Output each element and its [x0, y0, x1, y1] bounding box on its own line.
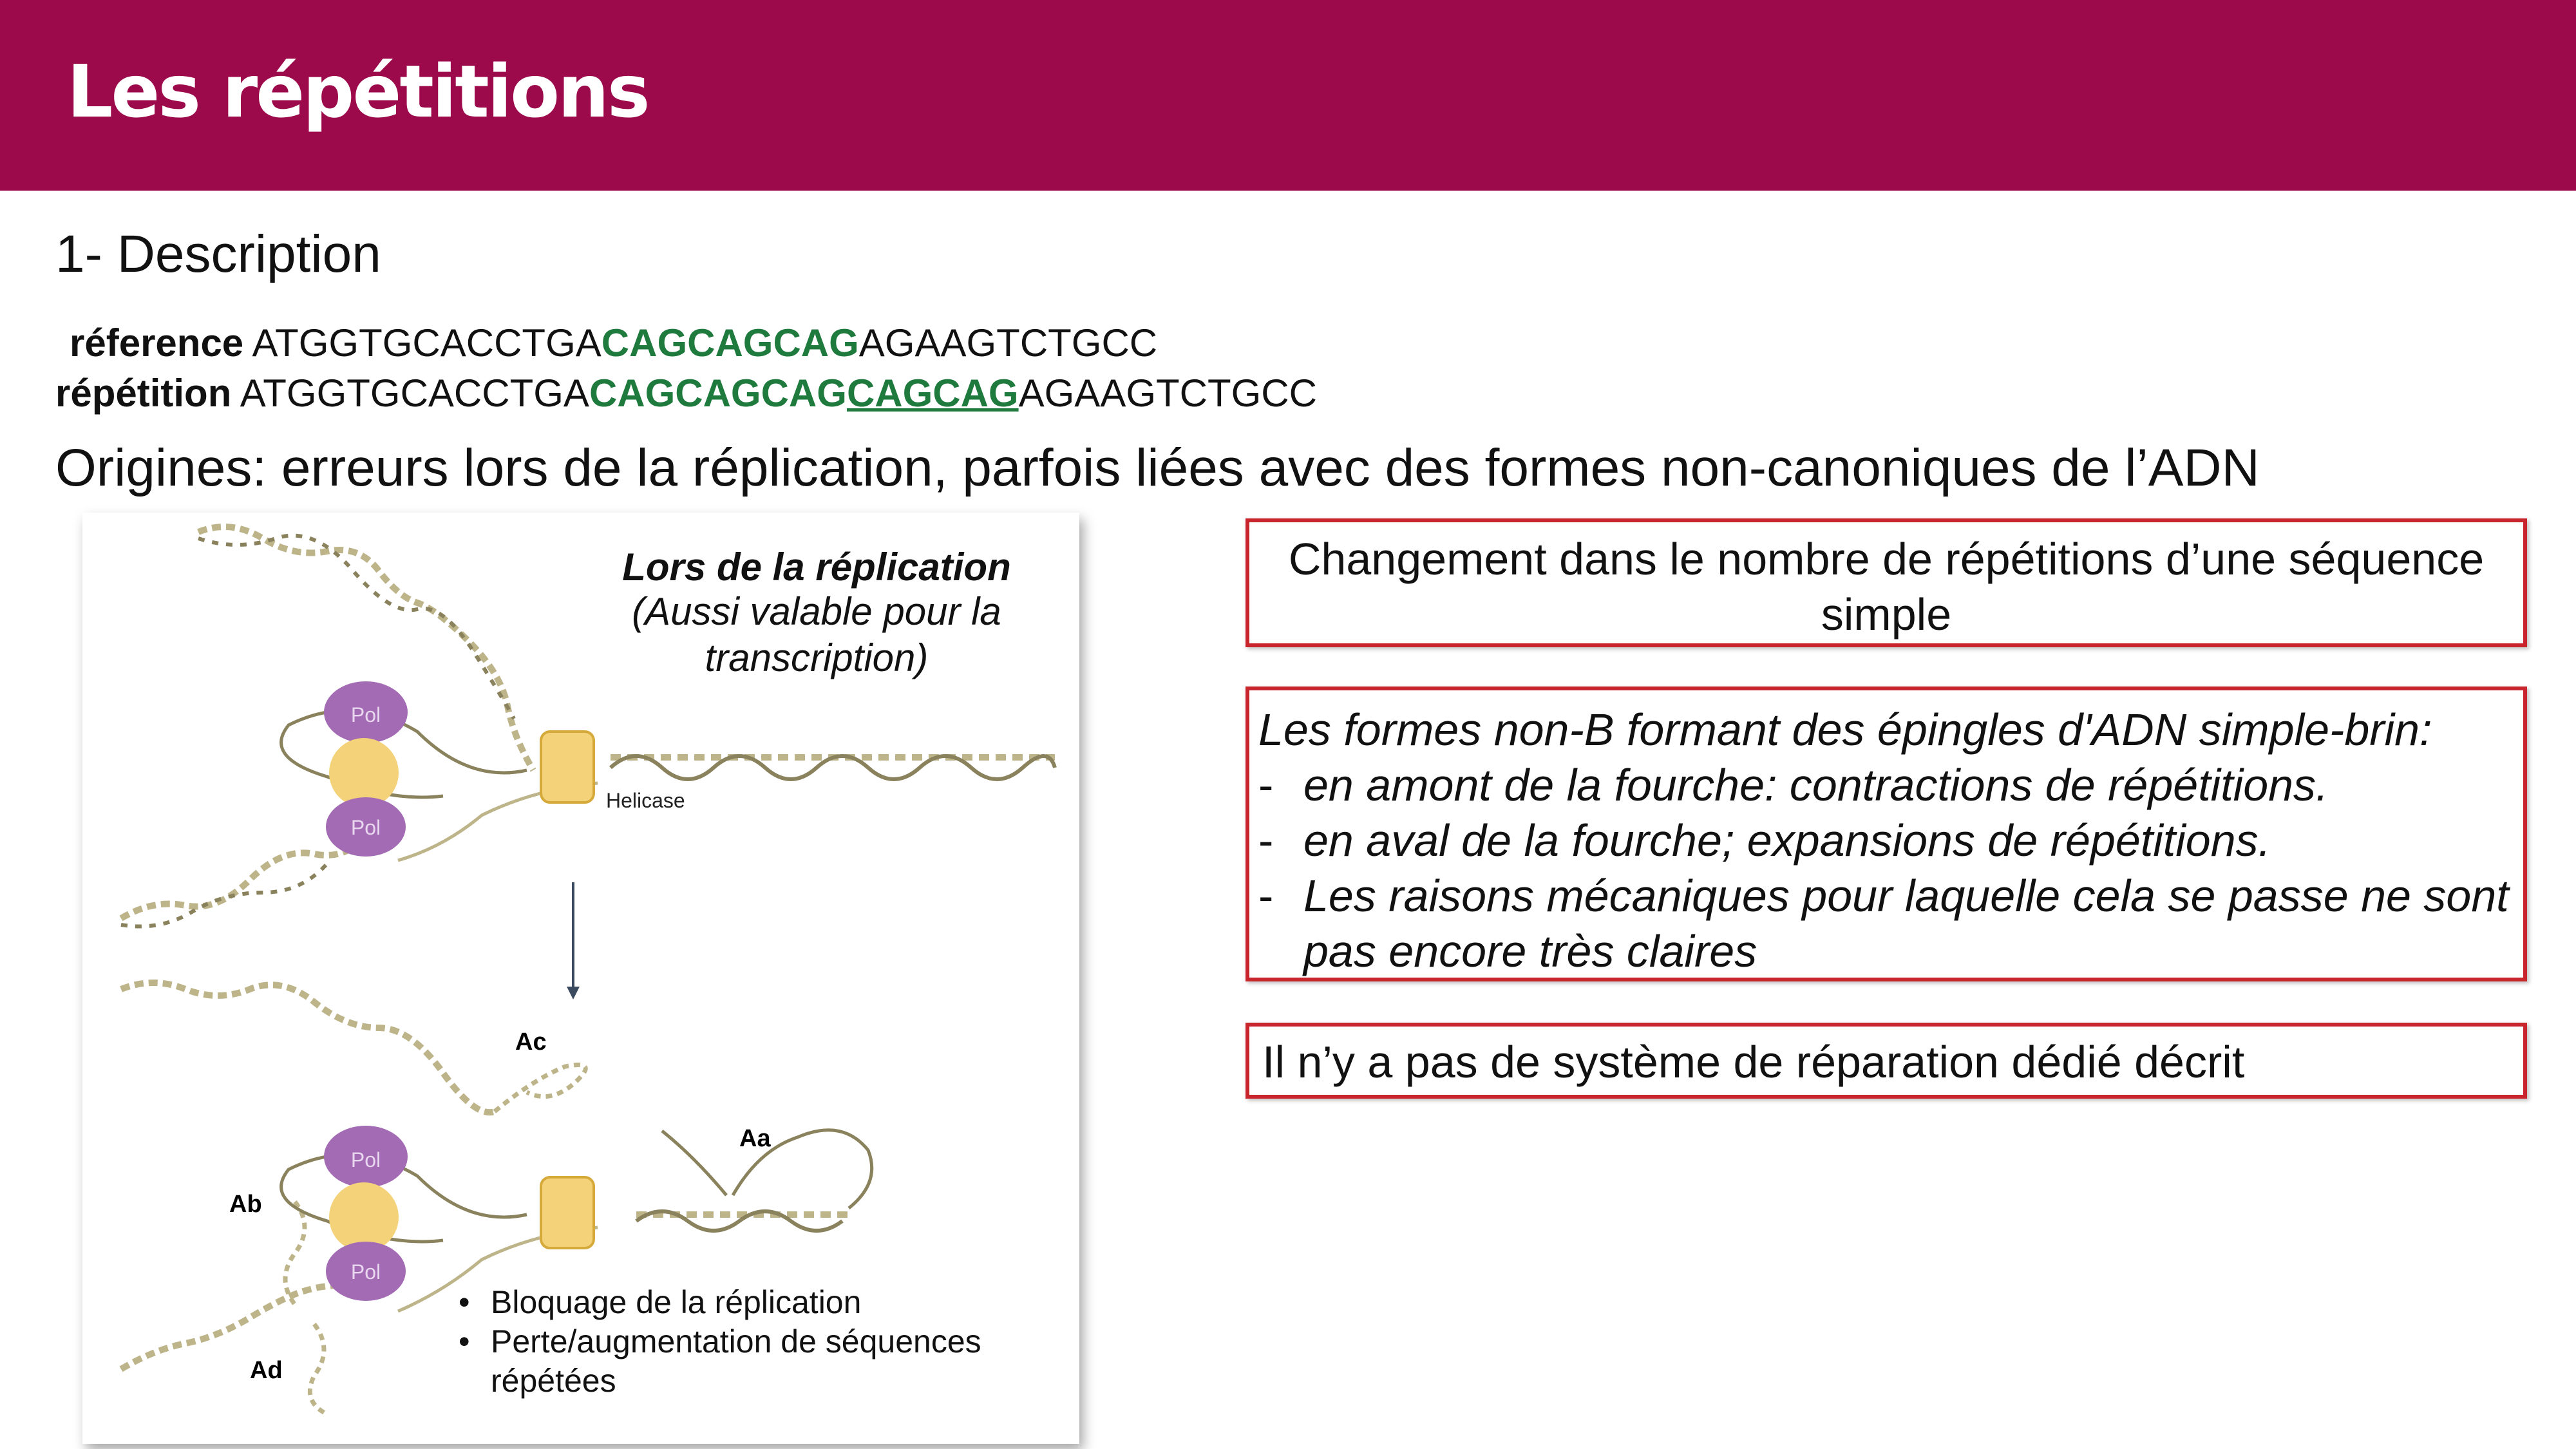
label-ac: Ac: [515, 1028, 547, 1056]
figure-subtitle-line1: (Aussi valable pour la: [632, 590, 1001, 633]
dna-strand-bottom-left: [121, 835, 366, 918]
figure-title: Lors de la réplication: [622, 545, 1011, 589]
helicase-top: [541, 732, 594, 802]
non-b-forms-box: [1245, 687, 2527, 981]
non-b-forms-list: [1258, 757, 2523, 979]
repeat-change-box: [1245, 518, 2527, 647]
figure-bullets: [457, 1283, 981, 1401]
helicase-label: Helicase: [606, 789, 685, 812]
figure-bullet: [457, 1322, 981, 1401]
reference-label: réference: [70, 321, 244, 365]
label-ab: Ab: [229, 1191, 262, 1218]
figure-bullet: • Bloquage de la réplication: [457, 1283, 981, 1322]
header-bar: [0, 0, 2576, 191]
repetition-sequence: [55, 371, 1317, 415]
repetition-prefix: ATGGTGCACCTGA: [240, 372, 589, 415]
section-heading: 1- Description: [55, 225, 381, 283]
helicase-bottom: [541, 1177, 594, 1248]
repetition-suffix: AGAAGTCTGCC: [1018, 372, 1317, 415]
label-aa: Aa: [739, 1125, 771, 1152]
reference-suffix: AGAAGTCTGCC: [858, 321, 1158, 365]
label-ad: Ad: [250, 1357, 283, 1384]
clamp-top: [329, 738, 399, 808]
figure-bullet-line1: Perte/augmentation de séquences: [491, 1323, 981, 1359]
figure-subtitle-line2: transcription): [705, 636, 929, 679]
list-item: - en amont de la fourche: contractions de répétitions.: [1258, 757, 2523, 813]
figure-subtitle: [572, 589, 1061, 681]
figure-bullet-line2: répétées: [491, 1363, 616, 1399]
page-title: Les répétitions: [67, 50, 649, 134]
clamp-bottom: [329, 1182, 399, 1252]
repetition-extra: CAGCAG: [846, 372, 1019, 415]
pol-label: Pol: [350, 1148, 381, 1171]
repetition-label: répétition: [55, 372, 232, 415]
pol-label: Pol: [350, 703, 381, 726]
no-repair-box: [1245, 1023, 2527, 1099]
pol-label: Pol: [350, 816, 381, 839]
non-b-forms-intro: Les formes non-B formant des épingles d'ADN simple-brin:: [1258, 705, 2432, 755]
reference-prefix: ATGGTGCACCTGA: [252, 321, 601, 365]
pol-label: Pol: [350, 1260, 381, 1283]
list-item: - Les raisons mécaniques pour laquelle cela se passe ne sont pas encore très claires: [1258, 868, 2523, 979]
no-repair-text: Il n’y a pas de système de réparation dédié décrit: [1262, 1037, 2245, 1087]
reference-sequence: [70, 321, 1157, 365]
reference-repeat: CAGCAGCAG: [601, 321, 859, 365]
list-item: - en aval de la fourche; expansions de répétitions.: [1258, 813, 2523, 868]
replication-figure: [82, 513, 1079, 1444]
repeat-change-line1: Changement dans le nombre de répétitions d’une séquence: [1288, 534, 2485, 584]
origins-text: Origines: erreurs lors de la réplication, parfois liées avec des formes non-canoniques de l’ADN: [55, 439, 2260, 497]
repeat-change-line2: simple: [1821, 589, 1952, 639]
repetition-repeat: CAGCAGCAG: [589, 372, 847, 415]
